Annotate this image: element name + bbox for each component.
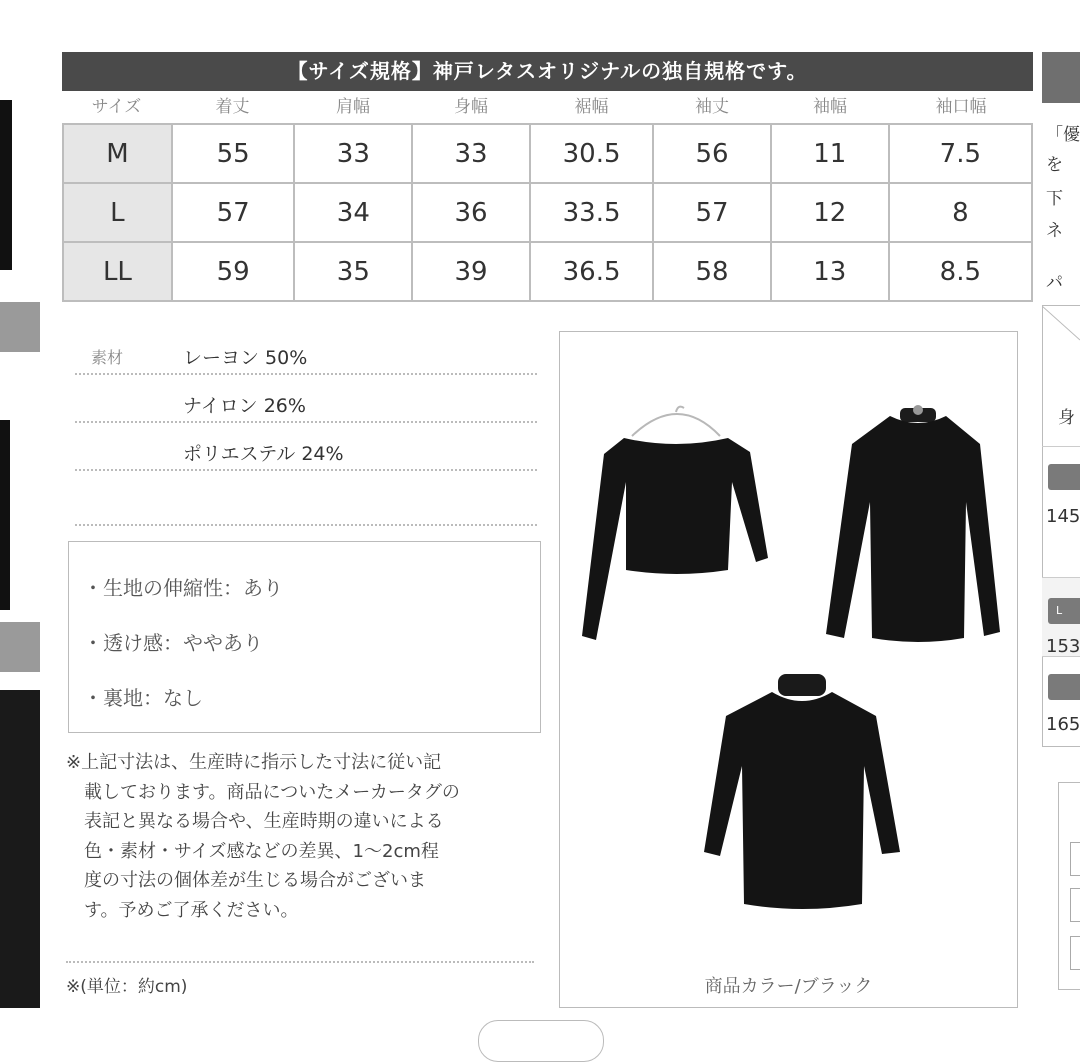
left-gray-label-1 <box>0 302 40 352</box>
material-value: レーヨン 50% <box>183 347 308 369</box>
size-header-cell: 裾幅 <box>574 97 609 117</box>
unit-note: ※(単位：約cm) <box>66 977 188 997</box>
size-value-cell: 8 <box>889 183 1032 242</box>
size-value-cell: 36.5 <box>530 242 653 301</box>
size-header-cell: 袖丈 <box>695 97 729 117</box>
size-value-cell: 13 <box>771 242 889 301</box>
size-value-cell: 33.5 <box>530 183 653 242</box>
size-value-cell: 58 <box>653 242 771 301</box>
size-row <box>63 183 1032 242</box>
note-line: 色・素材・サイズ感などの差異、1～2cm程 <box>84 840 439 862</box>
size-header-cell: 身幅 <box>454 97 488 117</box>
size-header-cell: 肩幅 <box>336 97 370 117</box>
product-color-caption: 商品カラー/ブラック <box>704 976 873 997</box>
right-text-fragment: を <box>1046 155 1063 175</box>
size-value-cell: 33 <box>412 124 530 183</box>
note-line: す。予めご了承ください。 <box>84 899 299 921</box>
right-text-fragment: パ <box>1046 273 1063 293</box>
right-height-value: 153 <box>1046 636 1080 657</box>
size-label-cell: LL <box>63 242 172 301</box>
size-header-cell: 着丈 <box>215 97 250 117</box>
right-size-chip <box>1048 674 1080 700</box>
material-value: ナイロン 26% <box>183 395 306 417</box>
right-size-chip <box>1048 464 1080 490</box>
note-line: 載しております。商品についたメーカータグの <box>84 781 460 803</box>
size-value-cell: 36 <box>412 183 530 242</box>
size-row <box>63 124 1032 183</box>
material-row-2 <box>75 385 537 423</box>
sweater-front-on-hanger <box>582 407 768 640</box>
size-value-cell: 12 <box>771 183 889 242</box>
size-value-cell: 11 <box>771 124 889 183</box>
size-header-cell: サイズ <box>91 97 142 117</box>
product-illustration <box>560 332 1017 962</box>
right-text-fragment: 「優 <box>1046 125 1080 145</box>
left-photo-2 <box>0 420 10 610</box>
bottom-pill-button[interactable] <box>478 1020 604 1062</box>
fabric-properties-box <box>68 541 541 733</box>
size-header-cell: 袖口幅 <box>935 97 987 117</box>
right-size-chip: L <box>1048 598 1080 624</box>
size-value-cell: 33 <box>294 124 412 183</box>
stretch-property: ・生地の伸縮性：あり <box>83 576 283 600</box>
right-text-fragment: ネ <box>1046 221 1063 241</box>
right-divider <box>1042 656 1080 657</box>
material-label: 素材 <box>91 348 124 367</box>
unit-divider <box>66 961 534 963</box>
note-line: 度の寸法の個体差が生じる場合がございま <box>84 870 426 891</box>
size-value-cell: 35 <box>294 242 412 301</box>
left-photo-1 <box>0 100 12 270</box>
right-divider <box>1042 446 1080 447</box>
right-label-fragment: 身 <box>1058 408 1075 428</box>
size-label-cell: L <box>63 183 172 242</box>
left-photo-3 <box>0 690 40 1008</box>
sweater-back-view <box>826 405 1000 642</box>
size-value-cell: 30.5 <box>530 124 653 183</box>
size-label-cell: M <box>63 124 172 183</box>
size-table <box>62 123 1033 302</box>
right-option-item[interactable] <box>1070 936 1080 970</box>
size-table-header <box>62 91 1033 123</box>
size-value-cell: 57 <box>172 183 295 242</box>
note-line: ※上記寸法は、生産時に指示した寸法に従い記 <box>66 752 442 773</box>
sweater-turtleneck-view <box>704 674 900 909</box>
right-section-header <box>1042 52 1080 103</box>
material-row-empty <box>75 488 537 526</box>
size-value-cell: 59 <box>172 242 295 301</box>
size-value-cell: 57 <box>653 183 771 242</box>
left-gray-label-2 <box>0 622 40 672</box>
size-spec-title: 【サイズ規格】神戸レタスオリジナルの独自規格です。 <box>62 52 1033 91</box>
right-option-item[interactable] <box>1070 888 1080 922</box>
size-value-cell: 55 <box>172 124 295 183</box>
product-image-box <box>559 331 1018 1008</box>
right-height-value: 165 <box>1046 714 1080 735</box>
right-option-item[interactable] <box>1070 842 1080 876</box>
size-value-cell: 8.5 <box>889 242 1032 301</box>
material-row-3 <box>75 433 537 471</box>
measurement-note <box>66 748 546 925</box>
size-row <box>63 242 1032 301</box>
material-row-1 <box>75 337 537 375</box>
size-value-cell: 56 <box>653 124 771 183</box>
right-diagonal-divider <box>1042 306 1080 366</box>
size-value-cell: 39 <box>412 242 530 301</box>
right-text-fragment: 下 <box>1046 189 1063 209</box>
lining-property: ・裏地：なし <box>83 686 203 710</box>
sheerness-property: ・透け感：ややあり <box>83 631 263 655</box>
note-line: 表記と異なる場合や、生産時期の違いによる <box>84 811 444 832</box>
size-value-cell: 7.5 <box>889 124 1032 183</box>
right-height-value: 145 <box>1046 506 1080 527</box>
size-value-cell: 34 <box>294 183 412 242</box>
material-value: ポリエステル 24% <box>183 443 344 465</box>
size-header-cell: 袖幅 <box>813 97 847 117</box>
